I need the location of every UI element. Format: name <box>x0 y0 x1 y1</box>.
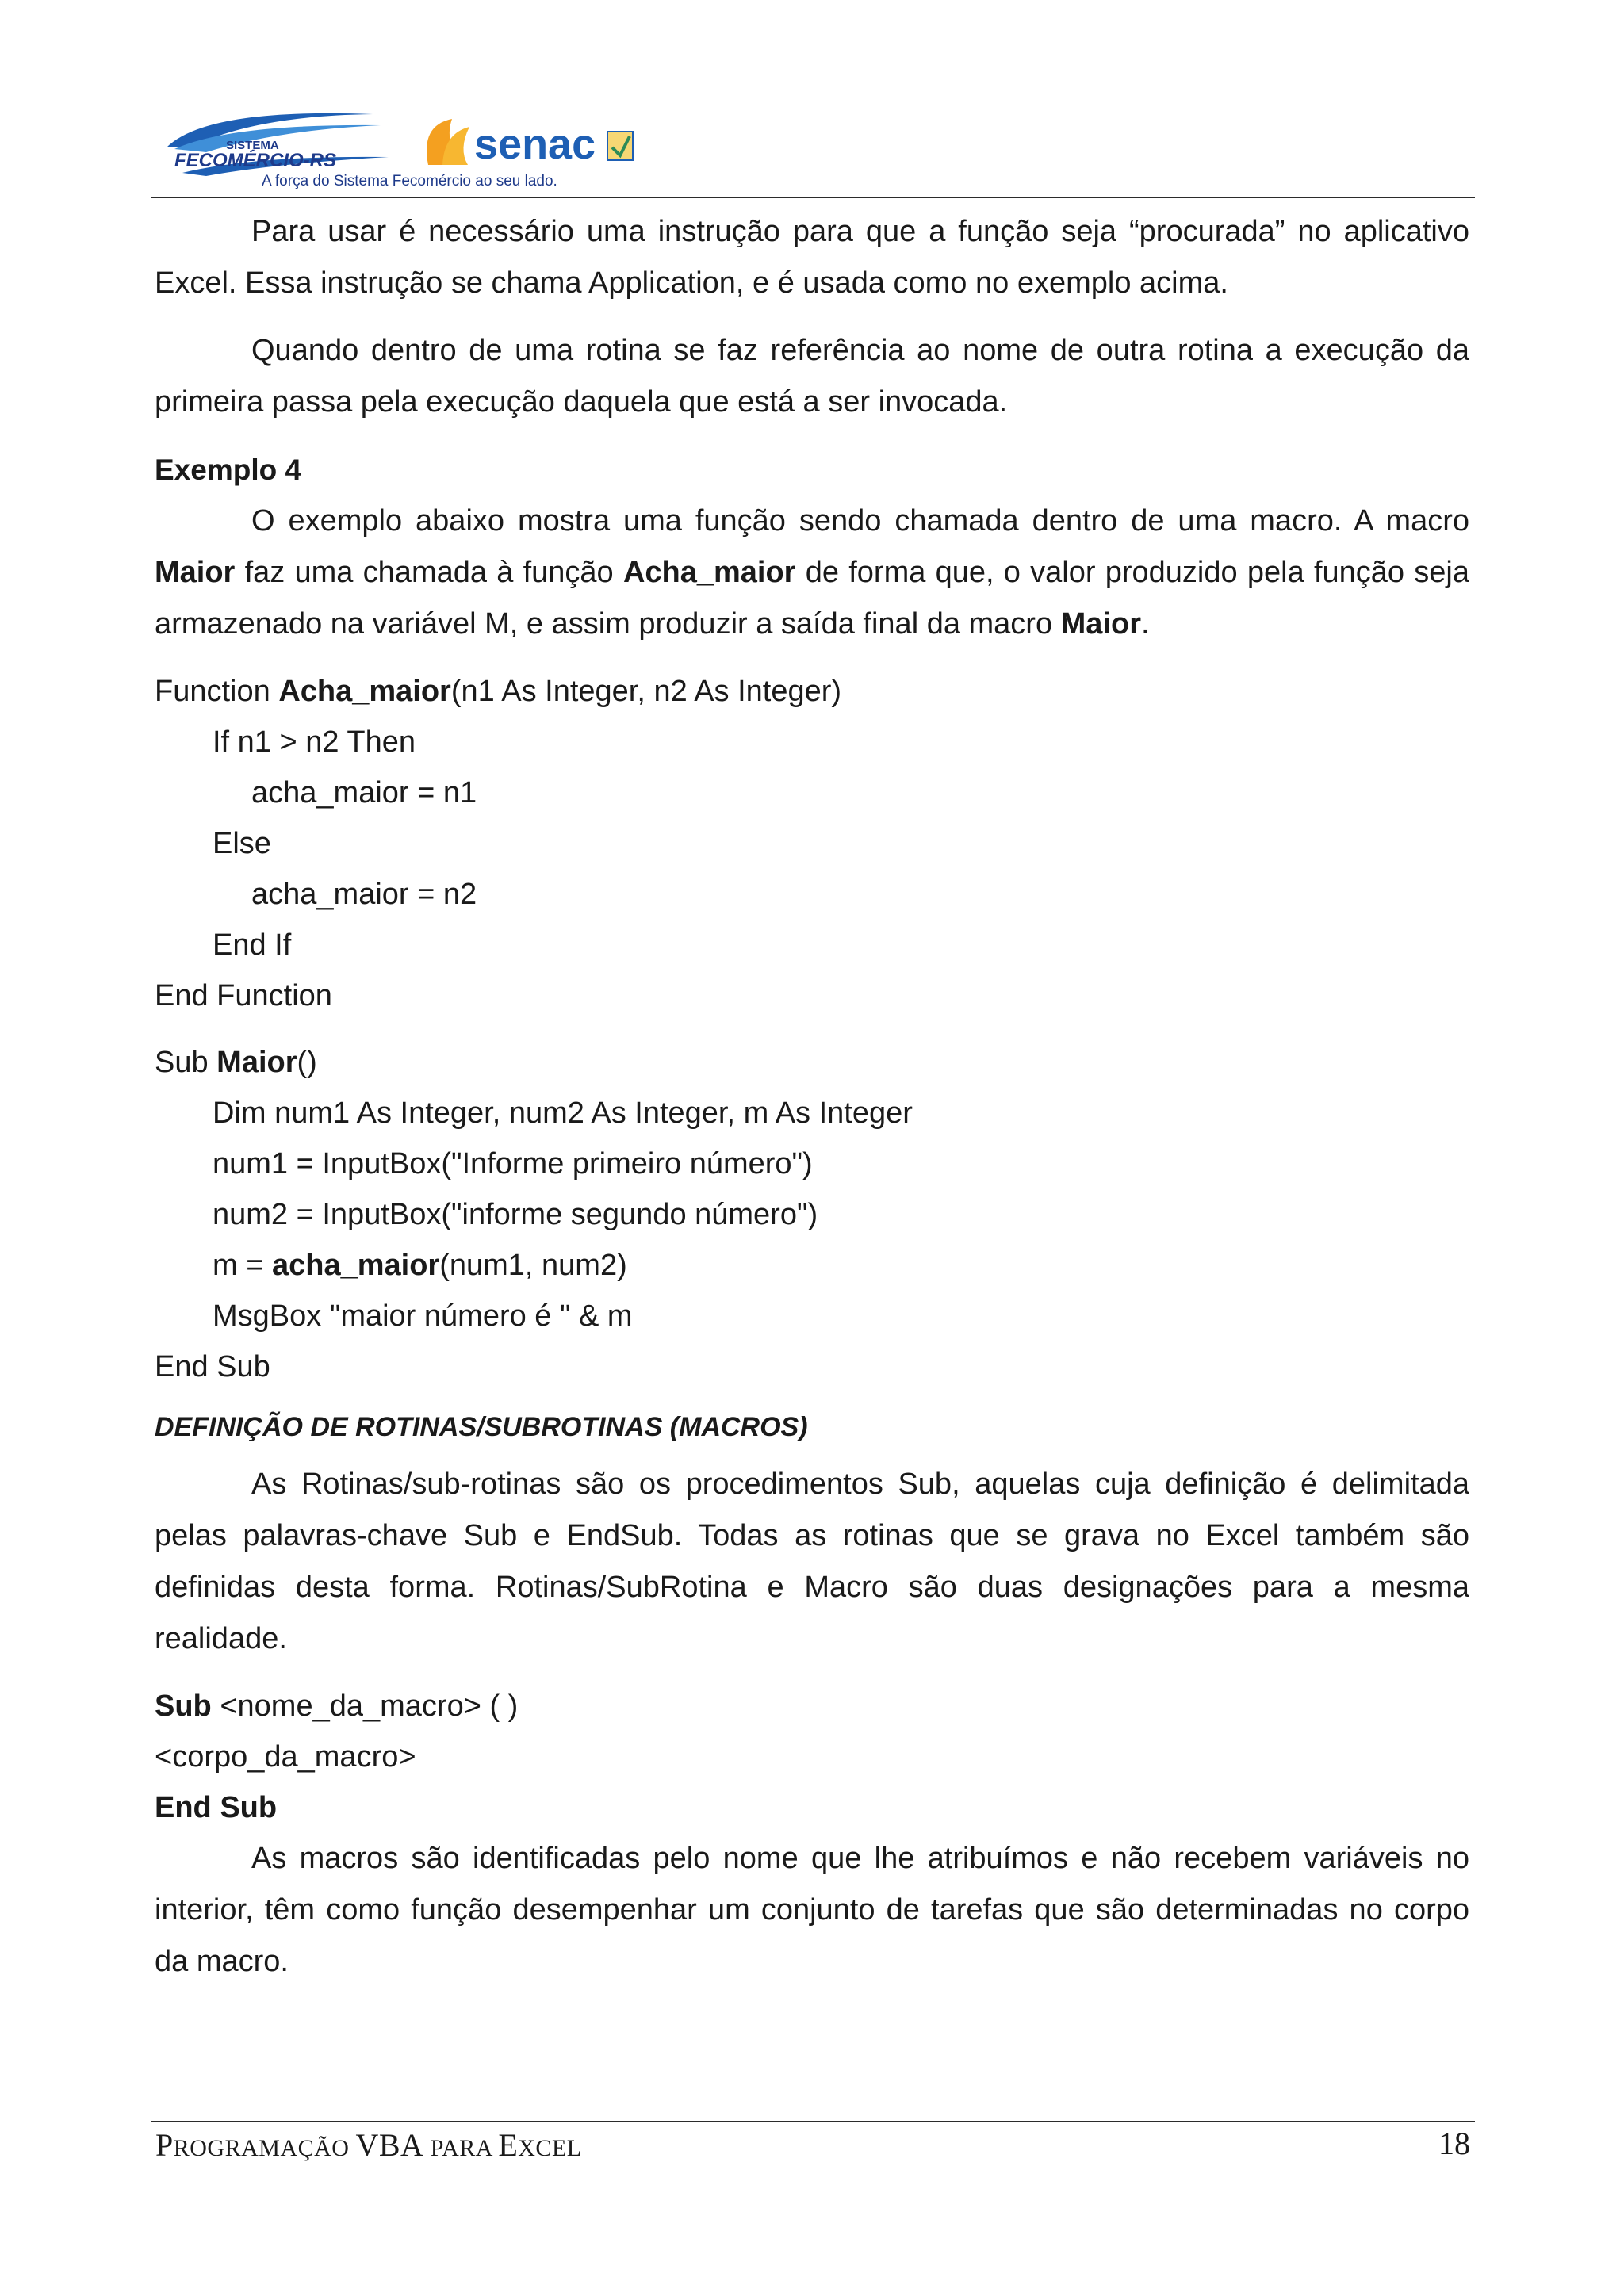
footer-title: PROGRAMAÇÃO VBA PARA EXCEL <box>155 2127 582 2163</box>
footer-divider <box>151 2121 1475 2122</box>
example-description: O exemplo abaixo mostra uma função sendo chamada dentro de uma macro. A macro Maior faz uma chamada à função Acha_maior de forma que, o valor produzido pela função seja armazenado na variável M, e assim produzir a saída final da macro Maior. <box>155 504 1469 641</box>
code-line: If n1 > n2 Then <box>213 725 416 759</box>
code-line: acha_maior = n2 <box>251 878 477 911</box>
header-divider <box>151 197 1475 198</box>
code-line: End Sub <box>155 1791 278 1824</box>
svg-text:SISTEMA: SISTEMA <box>226 139 279 152</box>
code-line: MsgBox "maior número é " & m <box>213 1299 633 1333</box>
code-line: End Sub <box>155 1350 270 1383</box>
code-function-block <box>155 666 1469 1021</box>
paragraph: As macros são identificadas pelo nome que lhe atribuímos e não recebem variáveis no interior, têm como função desempenhar um conjunto de tarefas que são determinadas no corpo da macro. <box>155 1842 1469 1978</box>
svg-text:senac: senac <box>474 121 596 168</box>
code-line: Sub Maior() <box>155 1046 317 1079</box>
code-line: Function Acha_maior(n1 As Integer, n2 As Integer) <box>155 675 842 708</box>
tagline: A força do Sistema Fecomércio ao seu lado. <box>262 173 557 189</box>
paragraph: Para usar é necessário uma instrução para que a função seja “procurada” no aplicativo Excel. Essa instrução se chama Application, e é usada como no exemplo acima. <box>155 215 1469 300</box>
code-line: Else <box>213 827 271 860</box>
paragraph: Quando dentro de uma rotina se faz referência ao nome de outra rotina a execução da primeira passa pela execução daquela que está a ser invocada. <box>155 334 1469 419</box>
page-body <box>155 206 1469 1988</box>
code-line: m = acha_maior(num1, num2) <box>213 1249 627 1282</box>
code-line: End If <box>213 928 292 962</box>
code-sub-block <box>155 1037 1469 1392</box>
code-line: Sub <nome_da_macro> ( ) <box>155 1689 519 1723</box>
paragraph: As Rotinas/sub-rotinas são os procedimentos Sub, aquelas cuja definição é delimitada pelas palavras-chave Sub e EndSub. Todas as rotinas que se grava no Excel também são definidas desta forma. Rotinas/SubRotina e Macro são duas designações para a mesma realidade. <box>155 1468 1469 1655</box>
page-number: 18 <box>1438 2126 1470 2161</box>
code-line: acha_maior = n1 <box>251 776 477 809</box>
page-header <box>151 94 1475 198</box>
code-line: <corpo_da_macro> <box>155 1740 416 1774</box>
code-line: num2 = InputBox("informe segundo número") <box>213 1198 818 1231</box>
code-line: End Function <box>155 979 332 1012</box>
section-heading: DEFINIÇÃO DE ROTINAS/SUBROTINAS (MACROS) <box>155 1412 808 1442</box>
svg-text:FECOMÉRCIO-RS: FECOMÉRCIO-RS <box>174 150 336 171</box>
code-line: Dim num1 As Integer, num2 As Integer, m As Integer <box>213 1096 913 1130</box>
code-line: num1 = InputBox("Informe primeiro número") <box>213 1147 813 1181</box>
senac-logo <box>412 109 642 181</box>
macro-syntax-block <box>155 1681 1469 1833</box>
example-heading: Exemplo 4 <box>155 453 302 486</box>
